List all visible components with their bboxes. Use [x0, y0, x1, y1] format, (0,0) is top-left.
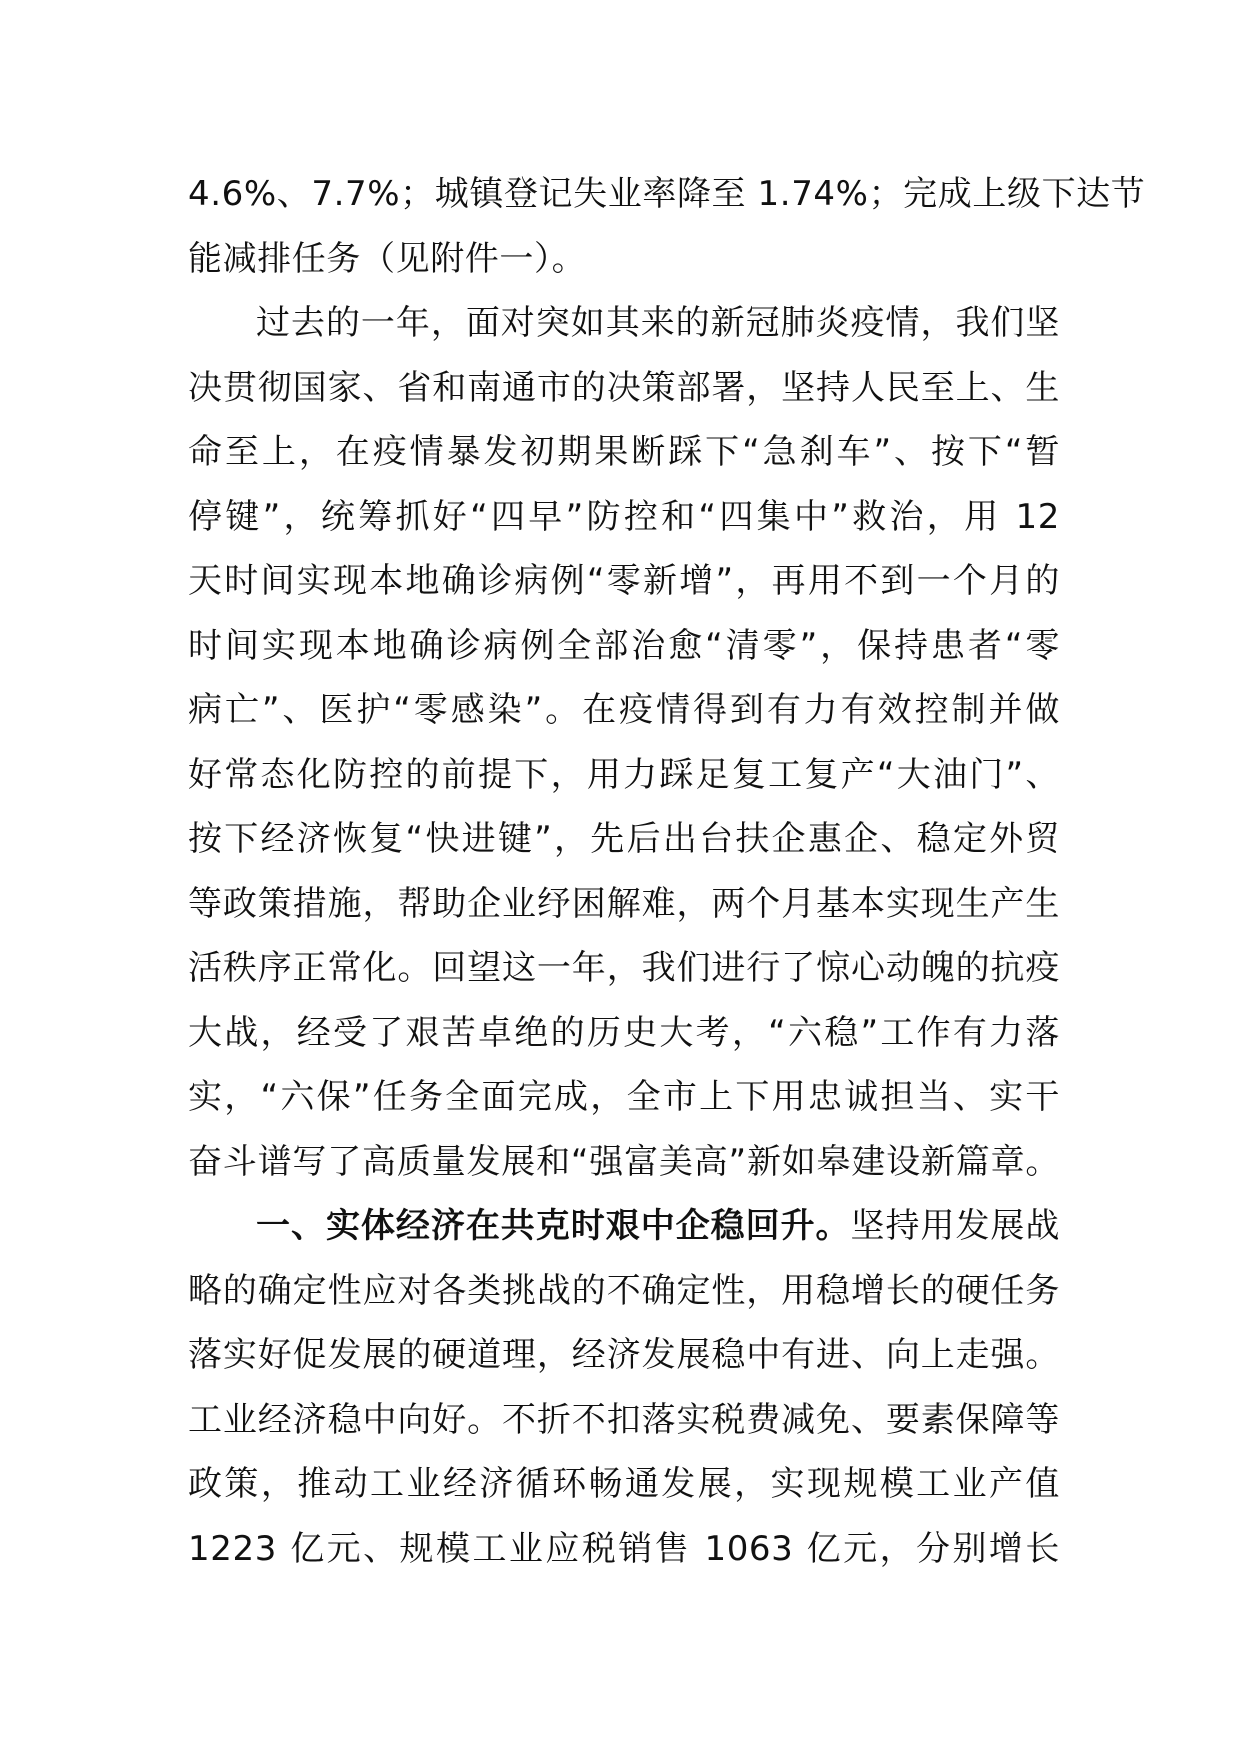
- section-heading-rest: 坚持用发展战: [850, 1206, 1060, 1246]
- text-line: 活秩序正常化。回望这一年，我们进行了惊心动魄的抗疫: [188, 948, 1060, 988]
- text-line: 奋斗谱写了高质量发展和“强富美高”新如皋建设新篇章。: [188, 1141, 1060, 1182]
- document-page: [188, 162, 1146, 1581]
- text-line: 1223 亿元、规模工业应税销售 1063 亿元，分别增长: [188, 1528, 1060, 1569]
- section-heading-line: [188, 1194, 1060, 1259]
- text-line: 病亡”、医护“零感染”。在疫情得到有力有效控制并做: [188, 690, 1060, 730]
- text-line: 大战，经受了艰苦卓绝的历史大考，“六稳”工作有力落: [188, 1012, 1060, 1053]
- text-line: 好常态化防控的前提下，用力踩足复工复产“大油门”、: [188, 754, 1060, 795]
- text-line: 等政策措施，帮助企业纾困解难，两个月基本实现生产生: [188, 883, 1060, 924]
- text-line: 停键”，统筹抓好“四早”防控和“四集中”救治，用 12: [188, 496, 1060, 537]
- paragraph-first-line: 过去的一年，面对突如其来的新冠肺炎疫情，我们坚: [256, 303, 1060, 343]
- section-heading: 一、实体经济在共克时艰中企稳回升。: [256, 1206, 851, 1246]
- text-line: 实，“六保”任务全面完成，全市上下用忠诚担当、实干: [188, 1077, 1060, 1117]
- text-line: 政策，推动工业经济循环畅通发展，实现规模工业产值: [188, 1464, 1060, 1504]
- text-line: 落实好促发展的硬道理，经济发展稳中有进、向上走强。: [188, 1335, 1060, 1375]
- text-line: 决贯彻国家、省和南通市的决策部署，坚持人民至上、生: [188, 367, 1060, 408]
- text-line: 4.6%、7.7%；城镇登记失业率降至 1.74%；完成上级下达节: [188, 174, 1146, 214]
- text-line: 略的确定性应对各类挑战的不确定性，用稳增长的硬任务: [188, 1270, 1060, 1311]
- text-line: 时间实现本地确诊病例全部治愈“清零”，保持患者“零: [188, 625, 1060, 666]
- text-line: 按下经济恢复“快进键”，先后出台扶企惠企、稳定外贸: [188, 819, 1060, 859]
- text-line: 命至上，在疫情暴发初期果断踩下“急刹车”、按下“暂: [188, 432, 1060, 472]
- text-line: 工业经济稳中向好。不折不扣落实税费减免、要素保障等: [188, 1399, 1060, 1440]
- text-line: 天时间实现本地确诊病例“零新增”，再用不到一个月的: [188, 561, 1060, 601]
- text-line: 能减排任务（见附件一）。: [188, 238, 587, 279]
